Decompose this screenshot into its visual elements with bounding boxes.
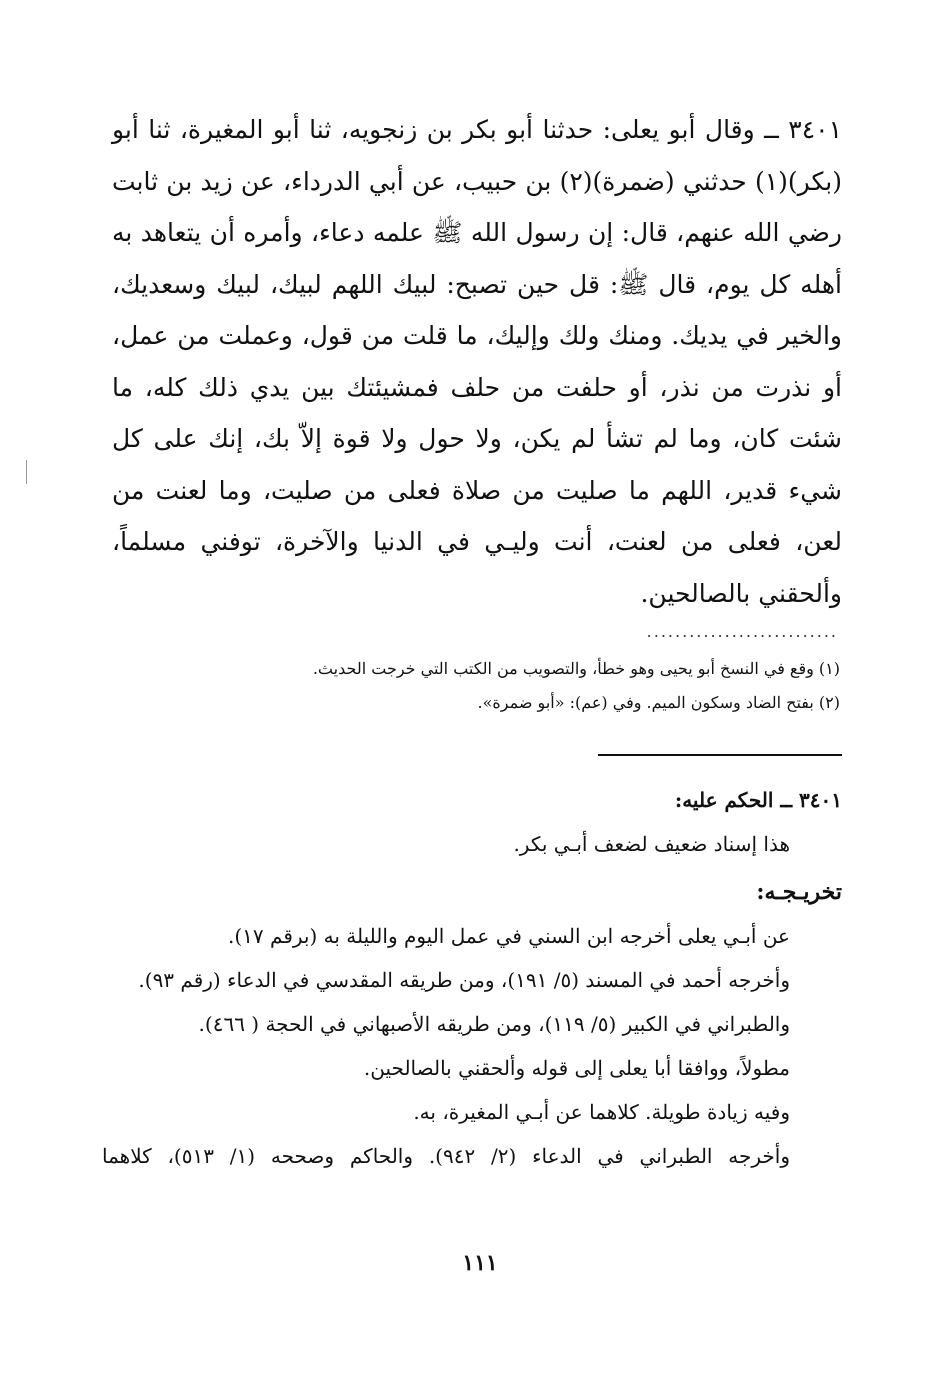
takhrij-paragraph-3: والطبراني في الكبير (٥/ ١١٩)، ومن طريقه الأصبهاني في الحجة ( ٤٦٦). [198, 1012, 790, 1036]
ruling-heading: ٣٤٠١ ــ الحكم عليه: [674, 788, 842, 812]
section-divider [598, 754, 842, 756]
hadith-text-block [112, 104, 842, 619]
footnote-separator: ........................... [646, 622, 838, 641]
margin-mark [26, 460, 27, 484]
takhrij-paragraph-5: وفيه زيادة طويلة. كلاهما عن أبـي المغيرة، به. [413, 1100, 790, 1124]
takhrij-paragraph-6: وأخرجه الطبراني في الدعاء (٢/ ٩٤٢). والحاكم وصححه (١/ ٥١٣)، كلاهما [102, 1144, 790, 1168]
hadith-paragraph: ٣٤٠١ ــ وقال أبو يعلى: حدثنا أبو بكر بن زنجويه، ثنا أبو المغيرة، ثنا أبو (بكر)(١) حدثني (ضمرة)(٢) بن حبيب، عن أبي الدرداء، عن زيد بن ثابت رضي الله عنهم، قال: إن رسول الله ﷺ علمه دعاء، وأمره أن يتعاهد به أهله كل يوم، قال ﷺ: قل حين تصبح: لبيك اللهم لبيك، لبيك وسعديك، والخير في يديك. ومنك ولك وإليك، ما قلت من قول، وعملت من عمل، أو نذرت من نذر، أو حلفت من حلف فمشيئتك بين يدي ذلك كله، ما شئت كان، وما لم تشأ لم يكن، ولا حول ولا قوة إلاّ بك، إنك على كل شيء قدير، اللهم ما صليت من صلاة فعلى من صليت، وما لعنت من لعن، فعلى من لعنت، أنت وليـي في الدنيا والآخرة، توفني مسلماً، وألحقني بالصالحين. [112, 115, 842, 608]
footnote-1: (١) وقع في النسخ أبو يحيى وهو خطأ، والتصويب من الكتب التي خرجت الحديث. [312, 659, 840, 678]
ruling-body: هذا إسناد ضعيف لضعف أبـي بكر. [513, 832, 790, 856]
takhrij-heading: تخريـجـه: [756, 879, 842, 905]
page-number: ١١١ [462, 1250, 498, 1276]
footnote-2: (٢) بفتح الضاد وسكون الميم. وفي (عم): «أبو ضمرة». [477, 693, 840, 712]
takhrij-paragraph-4: مطولاً، ووافقا أبا يعلى إلى قوله وألحقني بالصالحين. [363, 1056, 790, 1080]
footnotes [100, 652, 840, 720]
takhrij-paragraph-2: وأخرجه أحمد في المسند (٥/ ١٩١)، ومن طريقه المقدسي في الدعاء (رقم ٩٣). [138, 968, 790, 992]
commentary-section [102, 778, 842, 1178]
takhrij-paragraph-1: عن أبـي يعلى أخرجه ابن السني في عمل اليوم والليلة به (برقم ١٧). [228, 924, 790, 948]
takhrij-body [102, 914, 842, 1178]
